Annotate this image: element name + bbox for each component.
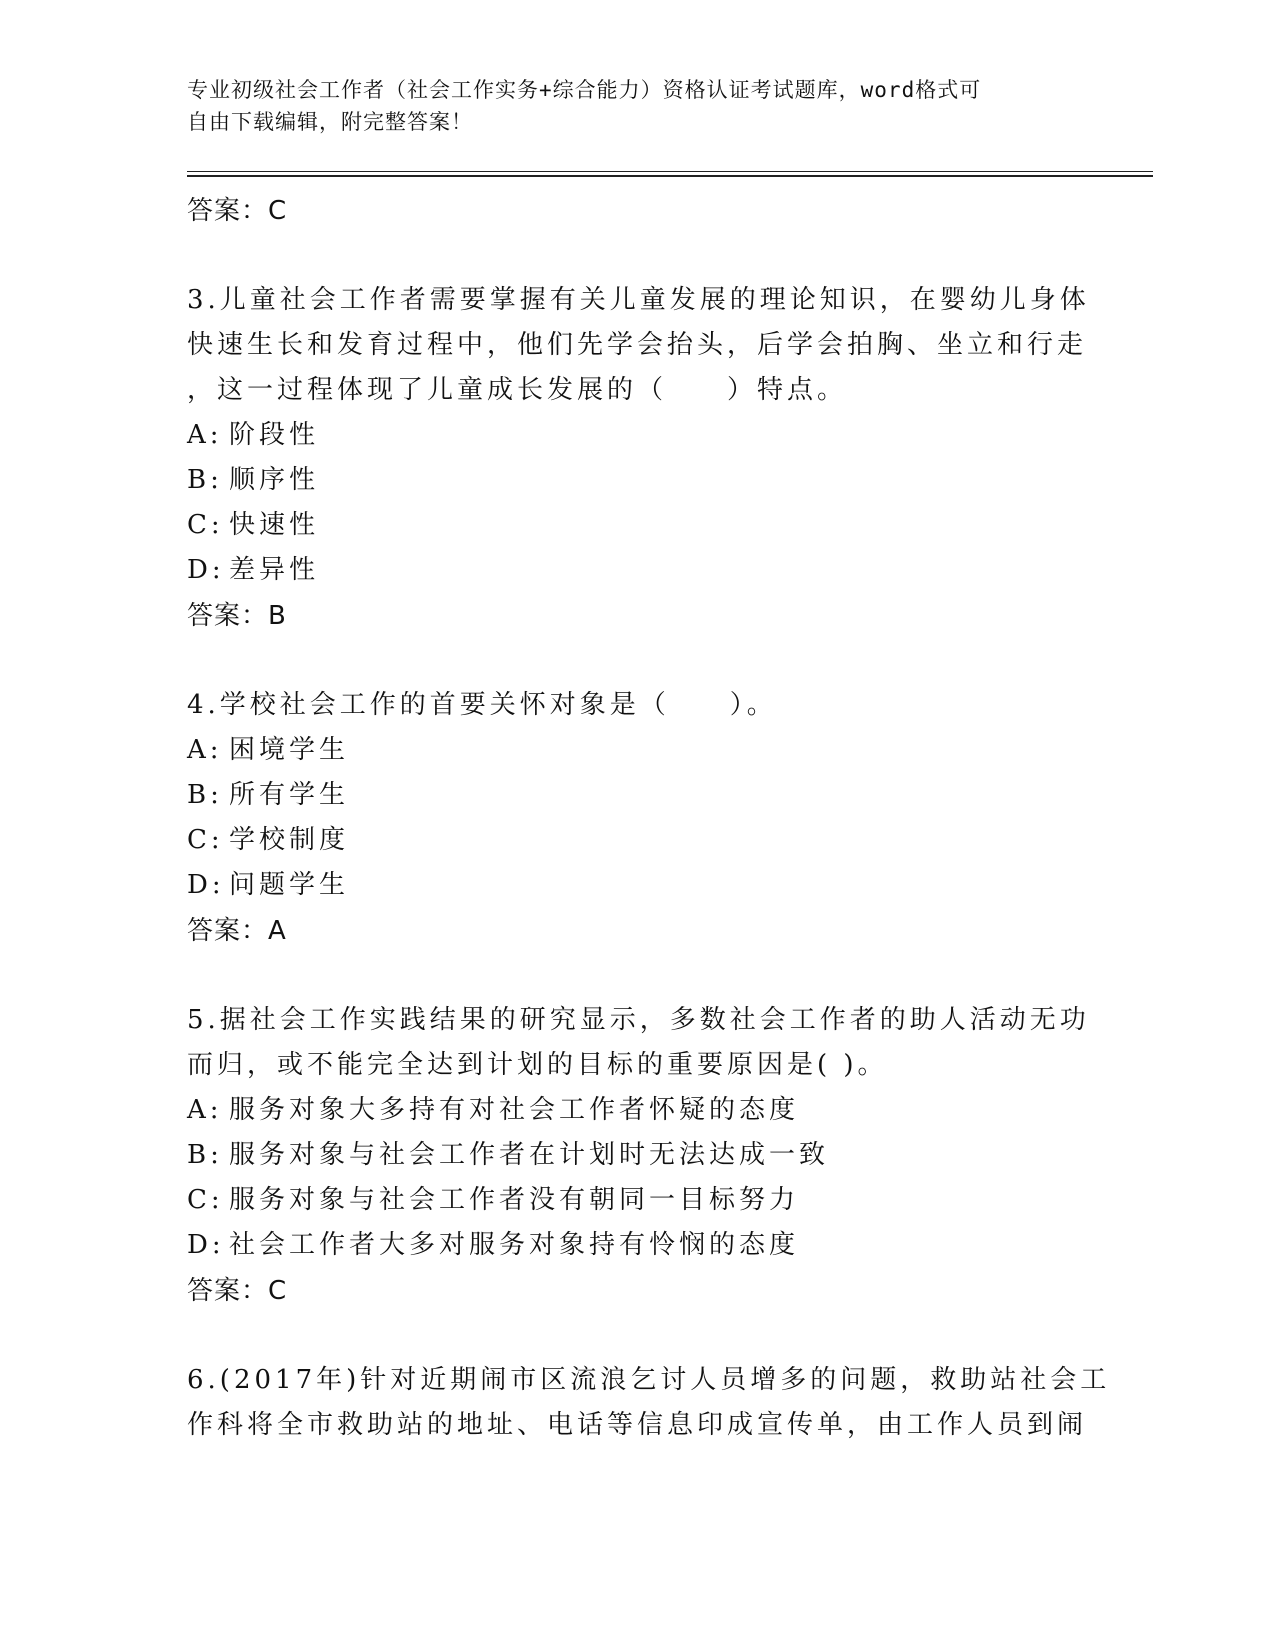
question-text-line: 作科将全市救助站的地址、电话等信息印成宣传单，由工作人员到闹 [187, 1410, 1088, 1440]
spacer [187, 234, 1087, 278]
option-text: 学校制度 [229, 825, 350, 855]
option-text: 阶段性 [229, 420, 320, 450]
option-c [187, 503, 1087, 548]
answer-line: 答案：C [187, 196, 288, 226]
option-label: A: [187, 1095, 223, 1125]
option-text: 服务对象与社会工作者在计划时无法达成一致 [229, 1140, 830, 1170]
option-label: D: [187, 555, 225, 585]
option-text: 社会工作者大多对服务对象持有怜悯的态度 [229, 1230, 800, 1260]
question-text-line: ，这一过程体现了儿童成长发展的（ ）特点。 [187, 375, 848, 405]
answer-line: 答案：A [187, 916, 287, 946]
option-label: A: [187, 420, 223, 450]
option-label: B: [187, 780, 223, 810]
question-3 [187, 278, 1090, 639]
option-text: 顺序性 [229, 465, 320, 495]
option-b [187, 458, 1087, 503]
spacer [187, 954, 1087, 998]
question-4 [187, 683, 1087, 954]
option-a [187, 1088, 1087, 1133]
option-d [187, 863, 1087, 908]
option-label: D: [187, 870, 225, 900]
option-label: C: [187, 825, 224, 855]
spacer [187, 1314, 1087, 1358]
answer-line: 答案：C [187, 1276, 288, 1306]
option-label: C: [187, 510, 224, 540]
option-b [187, 773, 1087, 818]
option-text: 困境学生 [229, 735, 350, 765]
header-divider-thin [187, 171, 1153, 172]
option-text: 快速性 [229, 510, 320, 540]
option-a [187, 413, 1087, 458]
option-b [187, 1133, 1087, 1178]
question-text-line: 而归，或不能完全达到计划的目标的重要原因是( )。 [187, 1050, 888, 1080]
question-text-line: 快速生长和发育过程中，他们先学会抬头，后学会拍胸、坐立和行走 [187, 330, 1088, 360]
question-text-line: 3.儿童社会工作者需要掌握有关儿童发展的理论知识，在婴幼儿身体 [187, 285, 1090, 315]
option-text: 问题学生 [229, 870, 350, 900]
option-label: D: [187, 1230, 225, 1260]
answer-line: 答案：B [187, 601, 287, 631]
spacer [187, 639, 1087, 683]
question-text-line: 6.(2017年)针对近期闹市区流浪乞讨人员增多的问题，救助站社会工 [187, 1365, 1111, 1395]
option-c [187, 1178, 1087, 1223]
option-a [187, 728, 1087, 773]
header-divider-thick [187, 175, 1153, 177]
option-d [187, 548, 1087, 593]
document-header [187, 74, 1087, 138]
option-label: A: [187, 735, 223, 765]
option-text: 服务对象与社会工作者没有朝同一目标努力 [229, 1185, 800, 1215]
question-list [187, 188, 1111, 1448]
option-label: C: [187, 1185, 224, 1215]
question-text-line: 4.学校社会工作的首要关怀对象是（ ）。 [187, 690, 777, 720]
question-6 [187, 1358, 1111, 1448]
option-text: 差异性 [229, 555, 320, 585]
option-label: B: [187, 465, 223, 495]
option-c [187, 818, 1087, 863]
option-text: 服务对象大多持有对社会工作者怀疑的态度 [229, 1095, 800, 1125]
question-text-line: 5.据社会工作实践结果的研究显示，多数社会工作者的助人活动无功 [187, 1005, 1090, 1035]
question-5 [187, 998, 1090, 1314]
header-line-1: 专业初级社会工作者（社会工作实务+综合能力）资格认证考试题库，word格式可 [187, 78, 982, 102]
option-label: B: [187, 1140, 223, 1170]
option-d [187, 1223, 1087, 1268]
option-text: 所有学生 [229, 780, 350, 810]
header-line-2: 自由下载编辑，附完整答案！ [187, 110, 473, 134]
